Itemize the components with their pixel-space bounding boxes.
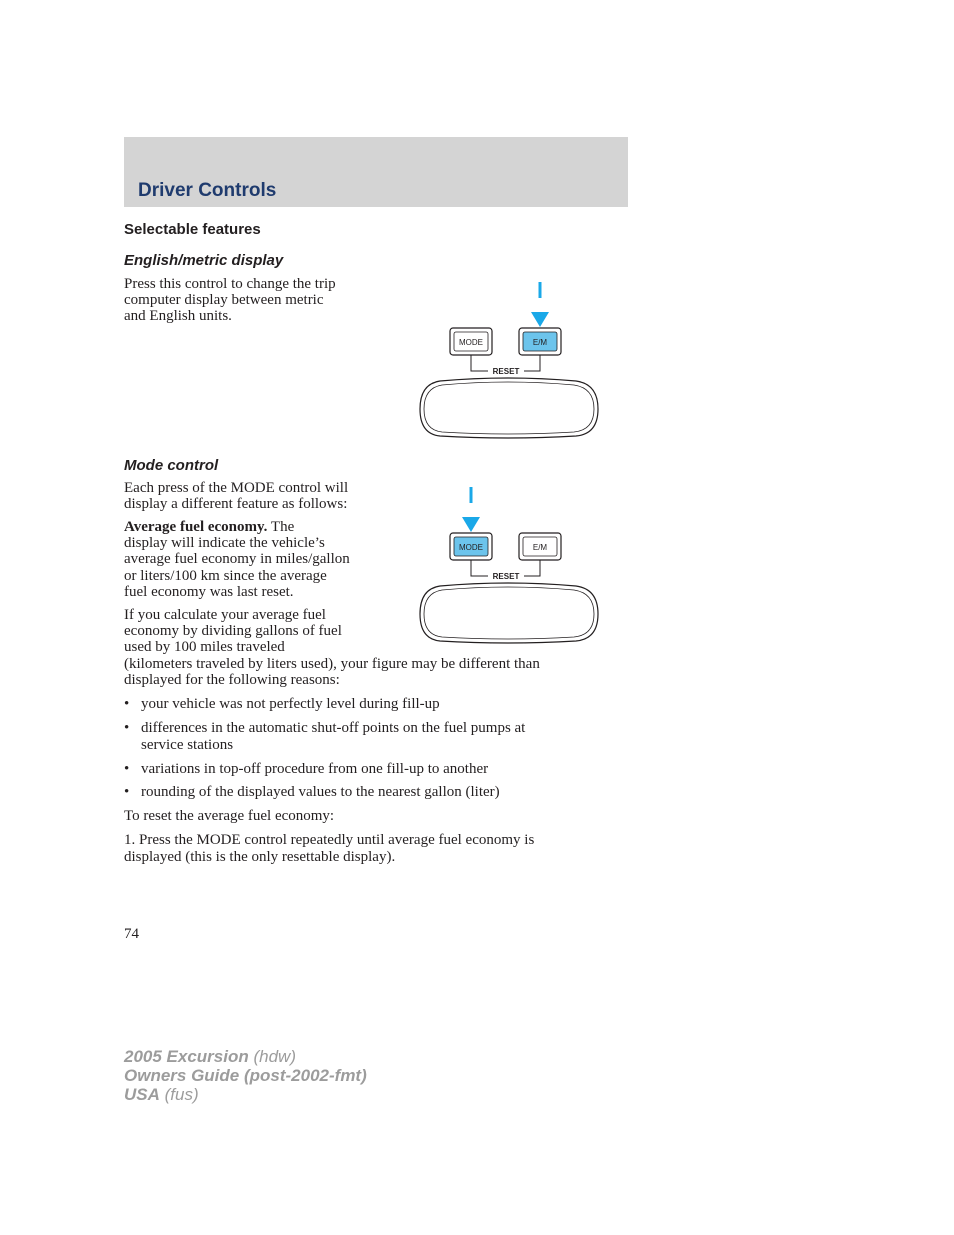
reset-label: RESET [492,572,520,581]
list-item: • rounding of the displayed values to the nearest gallon (liter) [124,784,500,800]
em-control-diagram [418,278,602,443]
list-item: • differences in the automatic shut-off points on the fuel pumps at service stations [124,720,526,753]
display-outer [420,583,598,643]
mode-control-heading: Mode control [124,457,219,474]
reset-step-1: 1. Press the MODE control repeatedly until average fuel economy is displayed (this is the only resettable display). [124,832,535,865]
english-metric-text: Press this control to change the trip computer display between metric and English units. [124,276,336,325]
chapter-title: Driver Controls [138,180,277,201]
arrow-down-icon [462,517,480,532]
reset-bracket-left [471,355,488,371]
mode-control-intro: Each press of the MODE control will display a different feature as follows: [124,480,349,513]
reset-bracket-left [471,560,488,576]
calculation-text: If you calculate your average fuel economy by dividing gallons of fuel used by 100 miles traveled (kilometers traveled by liters used), your figure may be different than displayed for the following reasons: [124,607,540,688]
mode-label: MODE [459,543,483,552]
list-item: • your vehicle was not perfectly level during fill-up [124,696,440,712]
em-label: E/M [532,543,548,552]
em-label: E/M [532,338,548,347]
english-metric-heading: English/metric display [124,252,284,269]
display-outer [420,378,598,438]
section-title: Selectable features [124,221,261,238]
page-number: 74 [124,926,139,942]
section-header-band [124,137,628,207]
list-item: • variations in top-off procedure from one fill-up to another [124,761,489,777]
document-footer: 2005 Excursion (hdw) Owners Guide (post-2002-fmt) USA (fus) [124,1047,367,1104]
mode-label: MODE [459,338,483,347]
reset-bracket-right [524,560,540,576]
arrow-down-icon [531,312,549,327]
reset-intro: To reset the average fuel economy: [124,808,335,824]
reset-label: RESET [492,367,520,376]
average-fuel-economy-text: Average fuel economy. The display will indicate the vehicle’s average fuel economy in miles/gallon or liters/100 km since the average fuel economy was last reset. [124,519,350,600]
reset-bracket-right [524,355,540,371]
mode-control-diagram [418,483,602,648]
